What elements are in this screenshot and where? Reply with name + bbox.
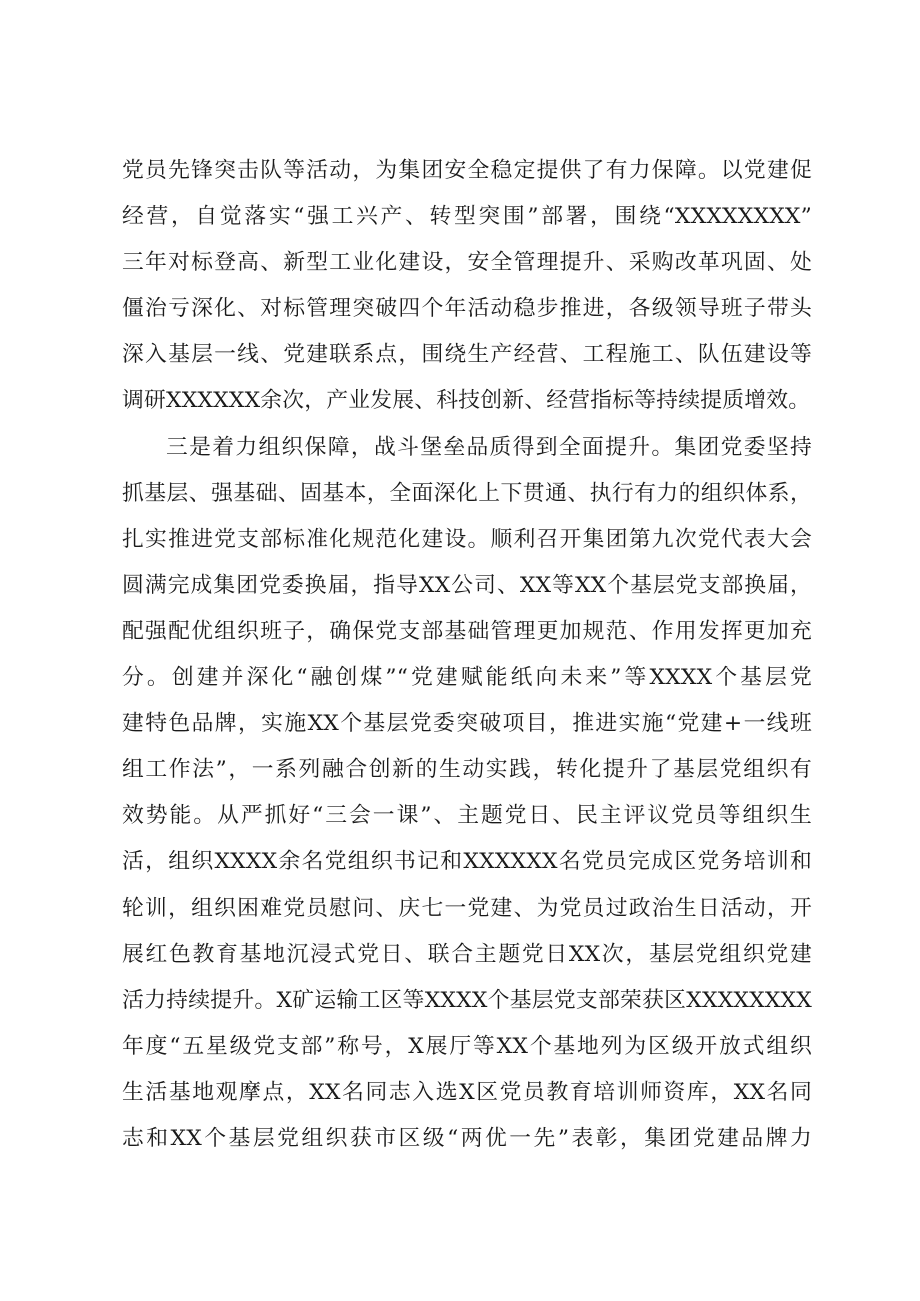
text-line: 经营，自觉落实“强工兴产、转型突围”部署，围绕“XXXXXXXX” [122,204,812,230]
text-line: 僵治亏深化、对标管理突破四个年活动稳步推进，各级领导班子带头 [122,296,812,322]
text-line: 组工作法”，一系列融合创新的生动实践，转化提升了基层党组织有 [122,757,812,783]
text-line: 党员先锋突击队等活动，为集团安全稳定提供了有力保障。以党建促 [122,158,812,183]
text-line: 活，组织XXXX余名党组织书记和XXXXXX名党员完成区党务培训和 [122,849,812,875]
text-line: 分。创建并深化“融创煤”“党建赋能纸向未来”等XXXX个基层党 [122,665,812,691]
text-line: 活力持续提升。X矿运输工区等XXXX个基层党支部荣获区XXXXXXXX [122,987,812,1013]
text-line: 扎实推进党支部标准化规范化建设。顺利召开集团第九次党代表大会 [122,526,812,552]
text-line: 年度“五星级党支部”称号，X展厅等XX个基地列为区级开放式组织 [122,1033,812,1059]
text-line: 生活基地观摩点，XX名同志入选X区党员教育培训师资库，XX名同 [122,1079,812,1105]
text-line: 建特色品牌，实施XX个基层党委突破项目，推进实施“党建+一线班 [122,711,812,737]
body-text [122,148,812,1162]
text-line: 三是着力组织保障，战斗堡垒品质得到全面提升。集团党委坚持 [166,434,812,460]
text-line: 圆满完成集团党委换届，指导XX公司、XX等XX个基层党支部换届， [122,572,812,598]
text-line: 展红色教育基地沉浸式党日、联合主题党日XX次，基层党组织党建 [122,941,812,967]
text-line: 配强配优组织班子，确保党支部基础管理更加规范、作用发挥更加充 [122,618,812,644]
text-line: 效势能。从严抓好“三会一课”、主题党日、民主评议党员等组织生 [122,803,812,829]
text-line: 轮训，组织困难党员慰问、庆七一党建、为党员过政治生日活动，开 [122,895,812,921]
text-line: 深入基层一线、党建联系点，围绕生产经营、工程施工、队伍建设等 [122,342,812,368]
text-line: 抓基层、强基础、固基本，全面深化上下贯通、执行有力的组织体系， [122,480,812,506]
text-line: 调研XXXXXX余次，产业发展、科技创新、经营指标等持续提质增效。 [122,388,811,414]
text-line: 三年对标登高、新型工业化建设，安全管理提升、采购改革巩固、处 [122,250,812,276]
text-line: 志和XX个基层党组织获市区级“两优一先”表彰，集团党建品牌力 [122,1125,812,1151]
